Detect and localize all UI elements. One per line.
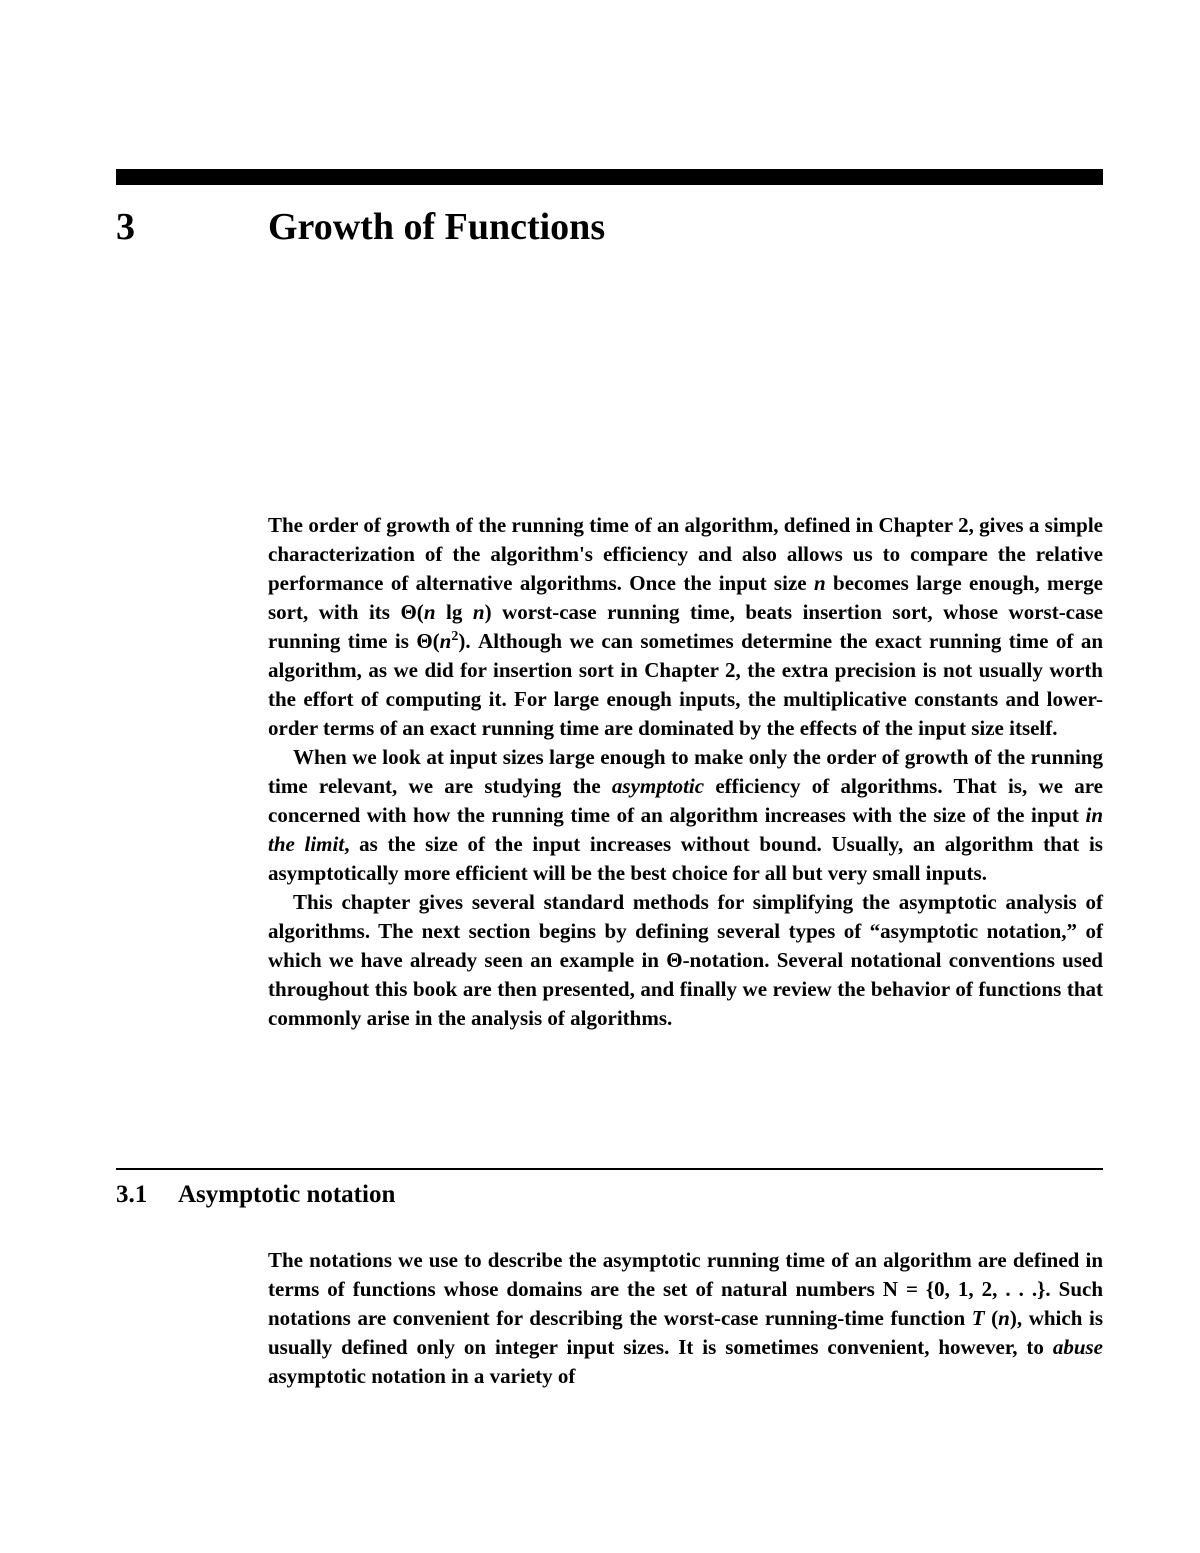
text-run: becomes large enough, merge sort, with its Θ( [268, 571, 1103, 624]
math-variable: n [439, 629, 452, 653]
text-run: The notations we use to describe the asymptotic running time of an algorithm are defined in terms of functions whose domains are the set of natural numbers N = {0, 1, 2, . . .}. Such notations are convenient for describing the worst-case running-time function [268, 1248, 1103, 1330]
chapter-intro [268, 511, 1103, 1033]
section-rule [116, 1168, 1103, 1170]
text-run: ). Although we can sometimes determine the exact running time of an algorithm, as we did for insertion sort in Chapter 2, the extra precision is not usually worth the effort of computing it. For large enough inputs, the multiplicative constants and lower-order terms of an exact running time are dominated by the effects of the input size itself. [268, 629, 1103, 740]
text-run: The order of growth of the running time of an algorithm, defined in Chapter 2, gives a simple characterization of the algorithm's efficiency and also allows us to compare the relative performance of alternative algorithms. Once the input size [268, 513, 1103, 595]
intro-paragraph-3: This chapter gives several standard methods for simplifying the asymptotic analysis of algorithms. The next section begins by defining several types of “asymptotic notation,” of which we have already seen an example in Θ-notation. Several notational conventions used throughout this book are then presented, and finally we review the behavior of functions that commonly arise in the analysis of algorithms. [268, 890, 1103, 1030]
text-run: , as the size of the input increases without bound. Usually, an algorithm that is asymptotically more efficient will be the best choice for all but very small inputs. [268, 832, 1103, 885]
text-run: ), which is usually defined only on integer input sizes. It is sometimes convenient, however, to [268, 1306, 1103, 1359]
chapter-title: Growth of Functions [268, 206, 606, 248]
section-paragraph-1 [268, 1246, 1103, 1391]
section-title: Asymptotic notation [178, 1181, 396, 1208]
text-run: asymptotic notation in a variety of [268, 1364, 576, 1388]
math-variable: n [813, 571, 826, 595]
exponent: 2 [451, 629, 459, 644]
chapter-number: 3 [116, 206, 135, 248]
text-run: When we look at input sizes large enough to make only the order of growth of the running time relevant, we are studying the [268, 745, 1103, 798]
math-variable: T [971, 1306, 985, 1330]
emphasis: asymptotic [611, 774, 705, 798]
emphasis: abuse [1052, 1335, 1103, 1359]
section-number: 3.1 [116, 1181, 148, 1208]
text-run: ) worst-case running time, beats insertion sort, whose worst-case running time is Θ( [268, 600, 1104, 653]
text-run: lg [435, 600, 473, 624]
math-variable: n [998, 1306, 1010, 1330]
math-variable: n [423, 600, 436, 624]
chapter-top-rule [116, 169, 1103, 185]
emphasis: in the limit [268, 803, 1103, 856]
section-body [268, 1246, 1103, 1391]
intro-paragraph-1 [268, 511, 1103, 743]
text-run: ( [984, 1306, 999, 1330]
intro-paragraph-2 [268, 743, 1103, 888]
text-run: efficiency of algorithms. That is, we are concerned with how the running time of an algorithm increases with the size of the input [268, 774, 1103, 827]
math-variable: n [472, 600, 485, 624]
